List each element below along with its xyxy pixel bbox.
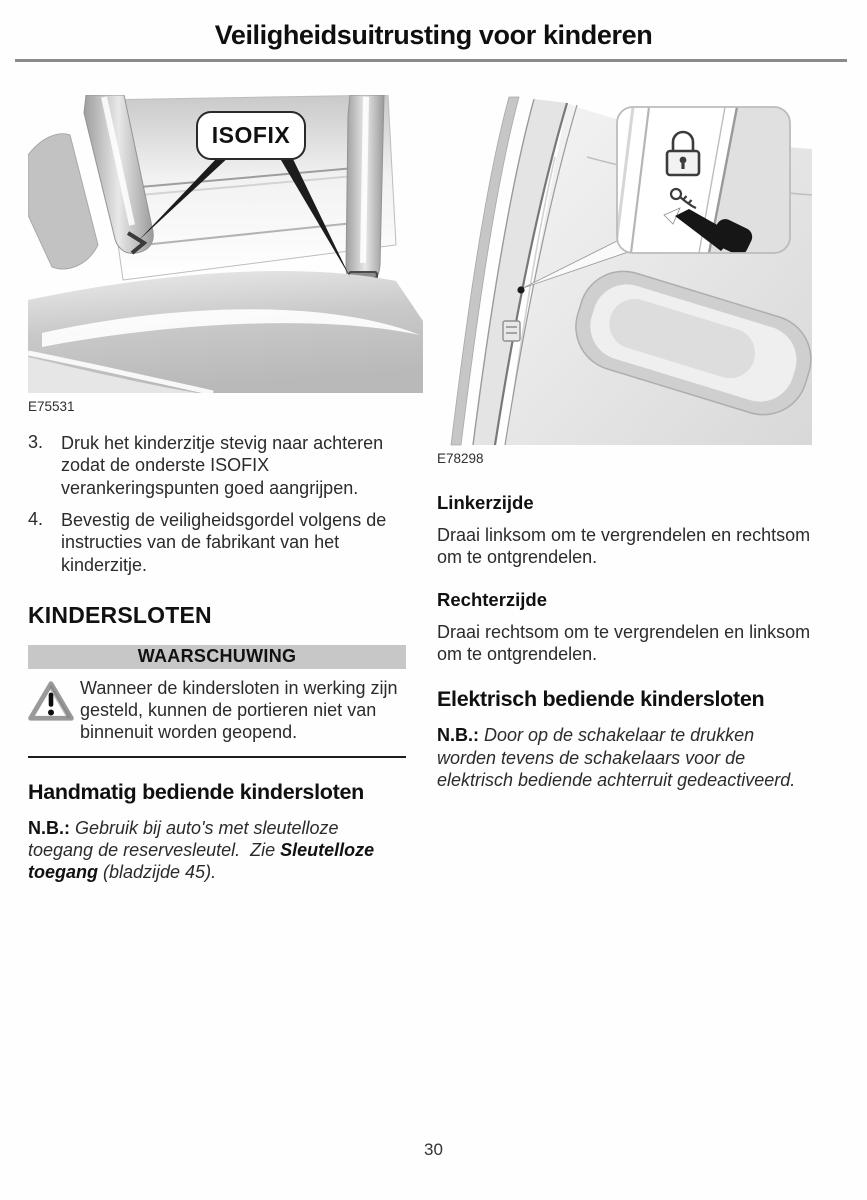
note-power-childlocks [437, 724, 812, 791]
paragraph-right-side: Draai rechtsom om te vergrendelen en linksom om te ontgrendelen. [437, 621, 811, 664]
figure-door-childlock [437, 95, 812, 447]
page-title: Veiligheidsuitrusting voor kinderen [214, 20, 653, 50]
warning-text: Wanneer de kindersloten in werking zijn gesteld, kunnen de portieren niet van binnenuit worden geopend. [80, 677, 398, 742]
note-body: Gebruik bij auto's met sleutelloze toegang de reservesleutel. Zie [28, 817, 344, 861]
list-item [28, 509, 406, 576]
list-item-number: 3. [28, 432, 44, 452]
note-prefix: N.B.: [437, 725, 479, 746]
figure-caption-seat: E75531 [28, 399, 75, 414]
right-column [437, 95, 812, 791]
figure-isofix-seat [28, 95, 406, 395]
note-prefix: N.B.: [28, 817, 70, 838]
warning-box [28, 645, 406, 758]
list-item-number: 4. [28, 508, 44, 529]
note-body-end: (bladzijde 45). [98, 862, 217, 883]
section-heading-power-childlocks: Elektrisch bediende kindersloten [437, 687, 765, 712]
list-item-text: Druk het kinderzitje stevig naar achteren zodat de onderste ISOFIX verankeringspunten goed aangrijpen. [61, 433, 384, 498]
left-column [28, 95, 406, 884]
isofix-callout [196, 111, 306, 160]
instruction-list [28, 432, 406, 576]
paragraph-left-side: Draai linksom om te vergrendelen en rechtsom om te ontgrendelen. [437, 525, 811, 568]
subheading-right-side: Rechterzijde [437, 588, 548, 610]
section-heading-manual-childlocks: Handmatig bediende kindersloten [28, 779, 364, 804]
warning-title: WAARSCHUWING [28, 645, 406, 669]
isofix-callout-label: ISOFIX [211, 122, 291, 148]
warning-triangle-icon [28, 678, 80, 744]
subheading-left-side: Linkerzijde [437, 492, 534, 513]
list-item [28, 432, 406, 499]
door-illustration [437, 95, 812, 447]
note-body: Door op de schakelaar te drukken worden tevens de schakelaars voor de elektrisch bediende achterruit gedeactiveerd. [437, 725, 796, 790]
list-item-text: Bevestig de veiligheidsgordel volgens de instructies van de fabrikant van het kinderzitje. [61, 509, 387, 575]
note-manual-childlocks [28, 817, 406, 884]
note-crossref: Sleutelloze toegang [28, 840, 380, 883]
figure-caption-door: E78298 [437, 451, 484, 466]
chapter-heading: KINDERSLOTEN [28, 601, 212, 628]
header-rule [15, 59, 847, 62]
page-number: 30 [424, 1140, 443, 1159]
